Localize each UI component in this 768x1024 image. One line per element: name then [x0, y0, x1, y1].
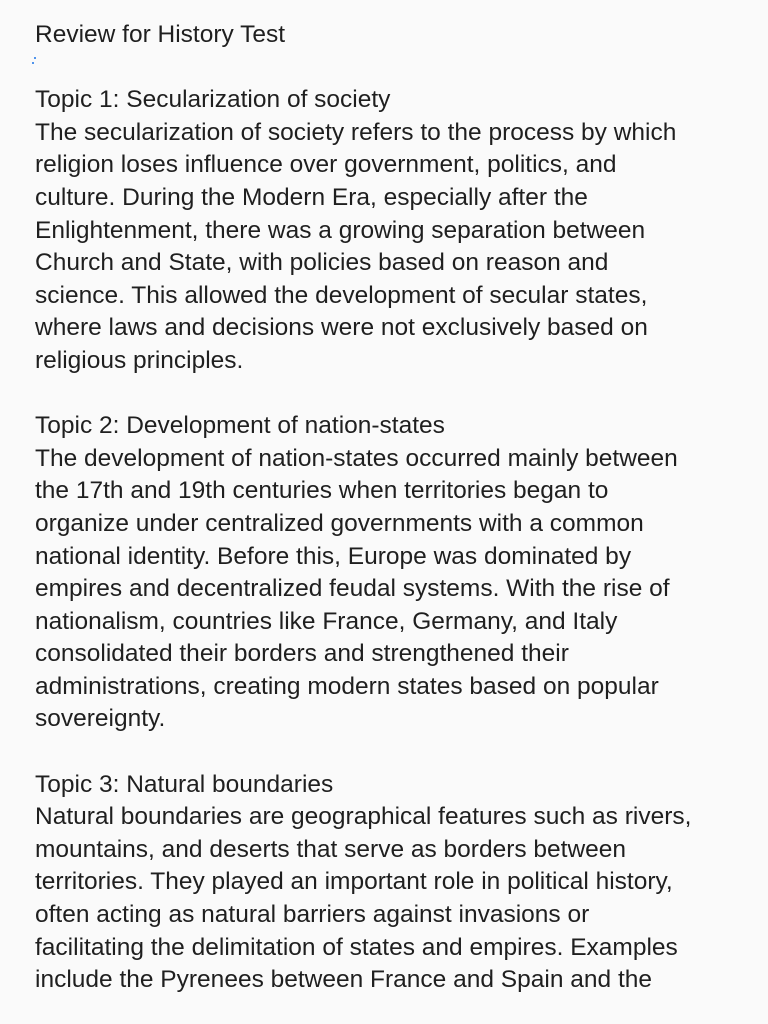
topic-body-line[interactable]: Enlightenment, there was a growing separation between — [35, 216, 646, 244]
topic-body-line[interactable]: Natural boundaries are geographical features such as rivers, — [35, 803, 692, 831]
topic-heading[interactable]: Topic 1: Secularization of society — [35, 86, 391, 114]
topic-body-line[interactable]: organize under centralized governments with a common — [35, 509, 644, 537]
topic-section[interactable] — [35, 84, 768, 377]
topic-body-line[interactable]: facilitating the delimitation of states and empires. Examples — [35, 933, 678, 961]
topic-paragraph[interactable] — [35, 410, 768, 736]
topic-paragraph[interactable] — [35, 84, 768, 377]
text-cursor-handle-icon[interactable] — [35, 52, 768, 85]
topic-paragraph[interactable] — [35, 769, 768, 997]
topic-body-line[interactable]: religious principles. — [35, 346, 244, 374]
topic-body-line[interactable]: the 17th and 19th centuries when territories began to — [35, 477, 609, 505]
topic-heading[interactable]: Topic 3: Natural boundaries — [35, 770, 334, 798]
topics-container — [35, 84, 768, 997]
topic-body-line[interactable]: sovereignty. — [35, 705, 166, 733]
topic-body-line[interactable]: science. This allowed the development of secular states, — [35, 281, 648, 309]
topic-body-line[interactable]: mountains, and deserts that serve as borders between — [35, 835, 627, 863]
topic-body-line[interactable]: territories. They played an important role in political history, — [35, 868, 673, 896]
topic-section[interactable] — [35, 769, 768, 997]
topic-body-line[interactable]: administrations, creating modern states based on popular — [35, 672, 659, 700]
topic-heading[interactable]: Topic 2: Development of nation-states — [35, 412, 445, 440]
topic-body-line[interactable]: national identity. Before this, Europe was dominated by — [35, 542, 632, 570]
topic-section[interactable] — [35, 410, 768, 736]
note-title[interactable]: Review for History Test — [35, 21, 286, 48]
topic-body-line[interactable]: empires and decentralized feudal systems. With the rise of — [35, 575, 670, 603]
topic-body-line[interactable]: include the Pyrenees between France and Spain and the — [35, 966, 653, 994]
topic-body-line[interactable]: culture. During the Modern Era, especially after the — [35, 183, 588, 211]
topic-body-line[interactable]: where laws and decisions were not exclusively based on — [35, 314, 648, 342]
topic-body-line[interactable]: The development of nation-states occurred mainly between — [35, 444, 678, 472]
topic-body-line[interactable]: often acting as natural barriers against invasions or — [35, 901, 590, 929]
topic-body-line[interactable]: religion loses influence over government, politics, and — [35, 151, 617, 179]
topic-body-line[interactable]: consolidated their borders and strengthened their — [35, 640, 569, 668]
topic-body-line[interactable]: nationalism, countries like France, Germany, and Italy — [35, 607, 618, 635]
cursor-handle-svg — [31, 56, 37, 66]
topic-body-line[interactable]: Church and State, with policies based on reason and — [35, 249, 609, 277]
topic-body-line[interactable]: The secularization of society refers to the process by which — [35, 118, 677, 146]
